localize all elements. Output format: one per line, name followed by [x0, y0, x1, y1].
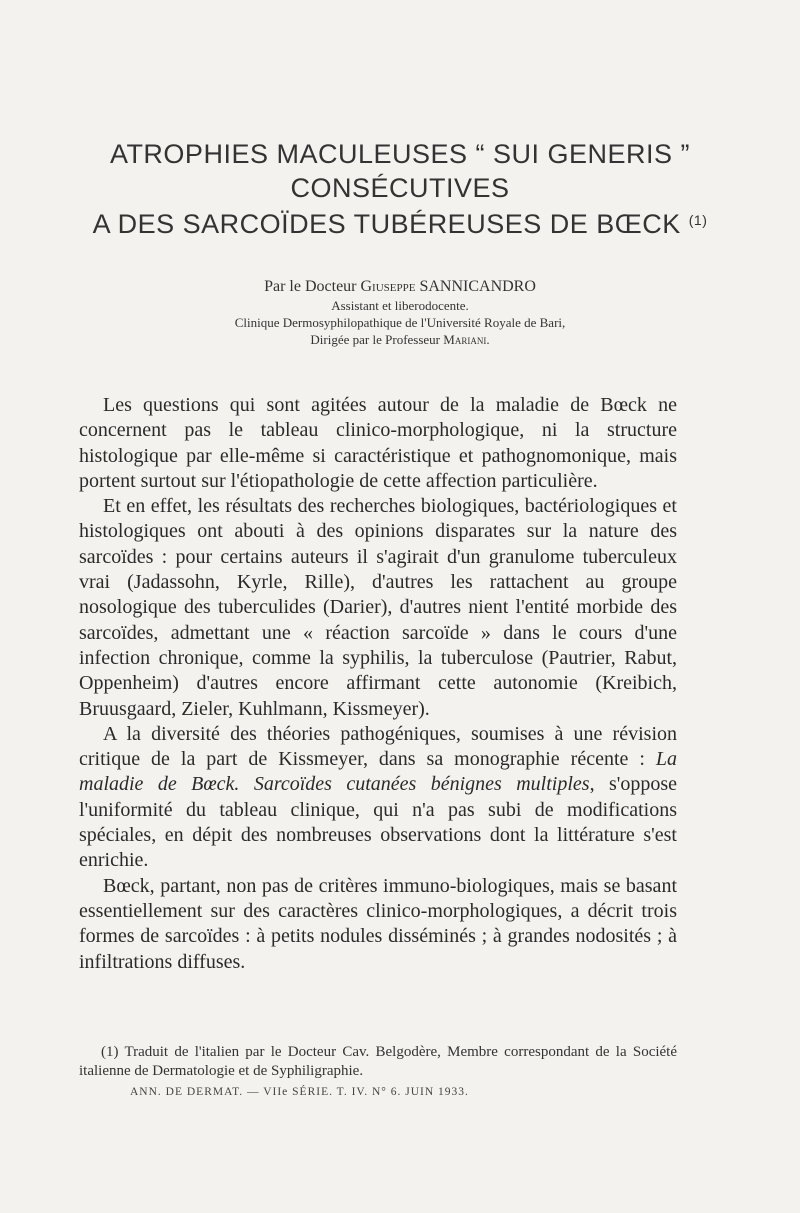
paragraph-1: Les questions qui sont agitées autour de la maladie de Bœck ne concernent pas le tableau clinico-morphologique, ni la structure histologique par elle-même si caractéristique et pathognomonique, mais portent surtout sur l'étiopathologie de cette affection particulière. — [79, 394, 677, 492]
running-footer: ANN. DE DERMAT. — VIIe SÉRIE. T. IV. N° 6. JUIN 1933. — [130, 1086, 469, 1098]
monograph-title: La maladie de Bœck. Sarcoïdes cutanées bénignes multiples — [79, 748, 677, 796]
paragraph-3-end: , s'oppose l'uniformité du tableau clinique, qui n'a pas subi de modifications spéciales, en dépit des nombreuses observations dont la littérature s'est enrichie. — [79, 773, 678, 872]
footnote — [79, 1043, 677, 1081]
footnote-marker[interactable]: (1) — [688, 212, 708, 228]
paragraph-3-start: A la diversité des théories pathogéniques, soumises à une révision critique de la part de Kissmeyer, dans sa monographie récente : — [79, 722, 677, 771]
affiliation-3-prefix: Dirigée par le Professeur — [310, 332, 444, 347]
author-last-name: SANNICANDRO — [415, 278, 536, 295]
affiliation-line-3 — [100, 332, 700, 348]
title-line-3-text: A DES SARCOÏDES TUBÉREUSES DE BŒCK — [92, 209, 681, 239]
paragraph-4: Bœck, partant, non pas de critères immuno-biologiques, mais se basant essentiellement sur des caractères clinico-morphologiques, a décrit trois formes de sarcoïdes : à petits nodules disséminés ; à grandes nodosités ; à infiltrations diffuses. — [79, 874, 677, 973]
paragraph-2: Et en effet, les résultats des recherches biologiques, bactériologiques et histologiques ont abouti à des opinions disparates sur la nature des sarcoïdes : pour certains auteurs il s'agirait d'un granulome tuberculeux vrai (Jadassohn, Kyrle, Rille), d'autres les rattachent au groupe nosologique des tuberculides (Darier), d'autres nient l'entité morbide des sarcoïdes, admettant une « réaction sarcoïde » dans le cours d'une infection chronique, comme la syphilis, la tuberculose (Pautrier, Rabut, Oppenheim) d'autres encore affirmant cette autonomie (Kreibich, Bruusgaard, Zieler, Kuhlmann, Kissmeyer). — [79, 495, 677, 720]
author-prefix: Par le Docteur — [264, 278, 361, 295]
title-line-2-text: CONSÉCUTIVES — [290, 173, 510, 203]
article-body — [79, 393, 677, 975]
title-line-1 — [60, 137, 740, 172]
paragraph-3 — [79, 722, 677, 874]
author-line — [100, 278, 700, 296]
title-line-3 — [60, 207, 740, 242]
affiliation-line-1: Assistant et liberodocente. — [331, 298, 469, 313]
footnote-text: (1) Traduit de l'italien par le Docteur Cav. Belgodère, Membre correspondant de la Société italienne de Dermatologie et de Syphiligraphie. — [79, 1044, 677, 1079]
title-line-2 — [60, 171, 740, 206]
professor-name: Mariani. — [443, 332, 490, 347]
title-line-1-text: ATROPHIES MACULEUSES “ SUI GENERIS ” — [109, 139, 691, 169]
author-first-name: Giuseppe — [360, 278, 416, 295]
affiliation-line-2: Clinique Dermosyphilopathique de l'Université Royale de Bari, — [234, 315, 566, 330]
